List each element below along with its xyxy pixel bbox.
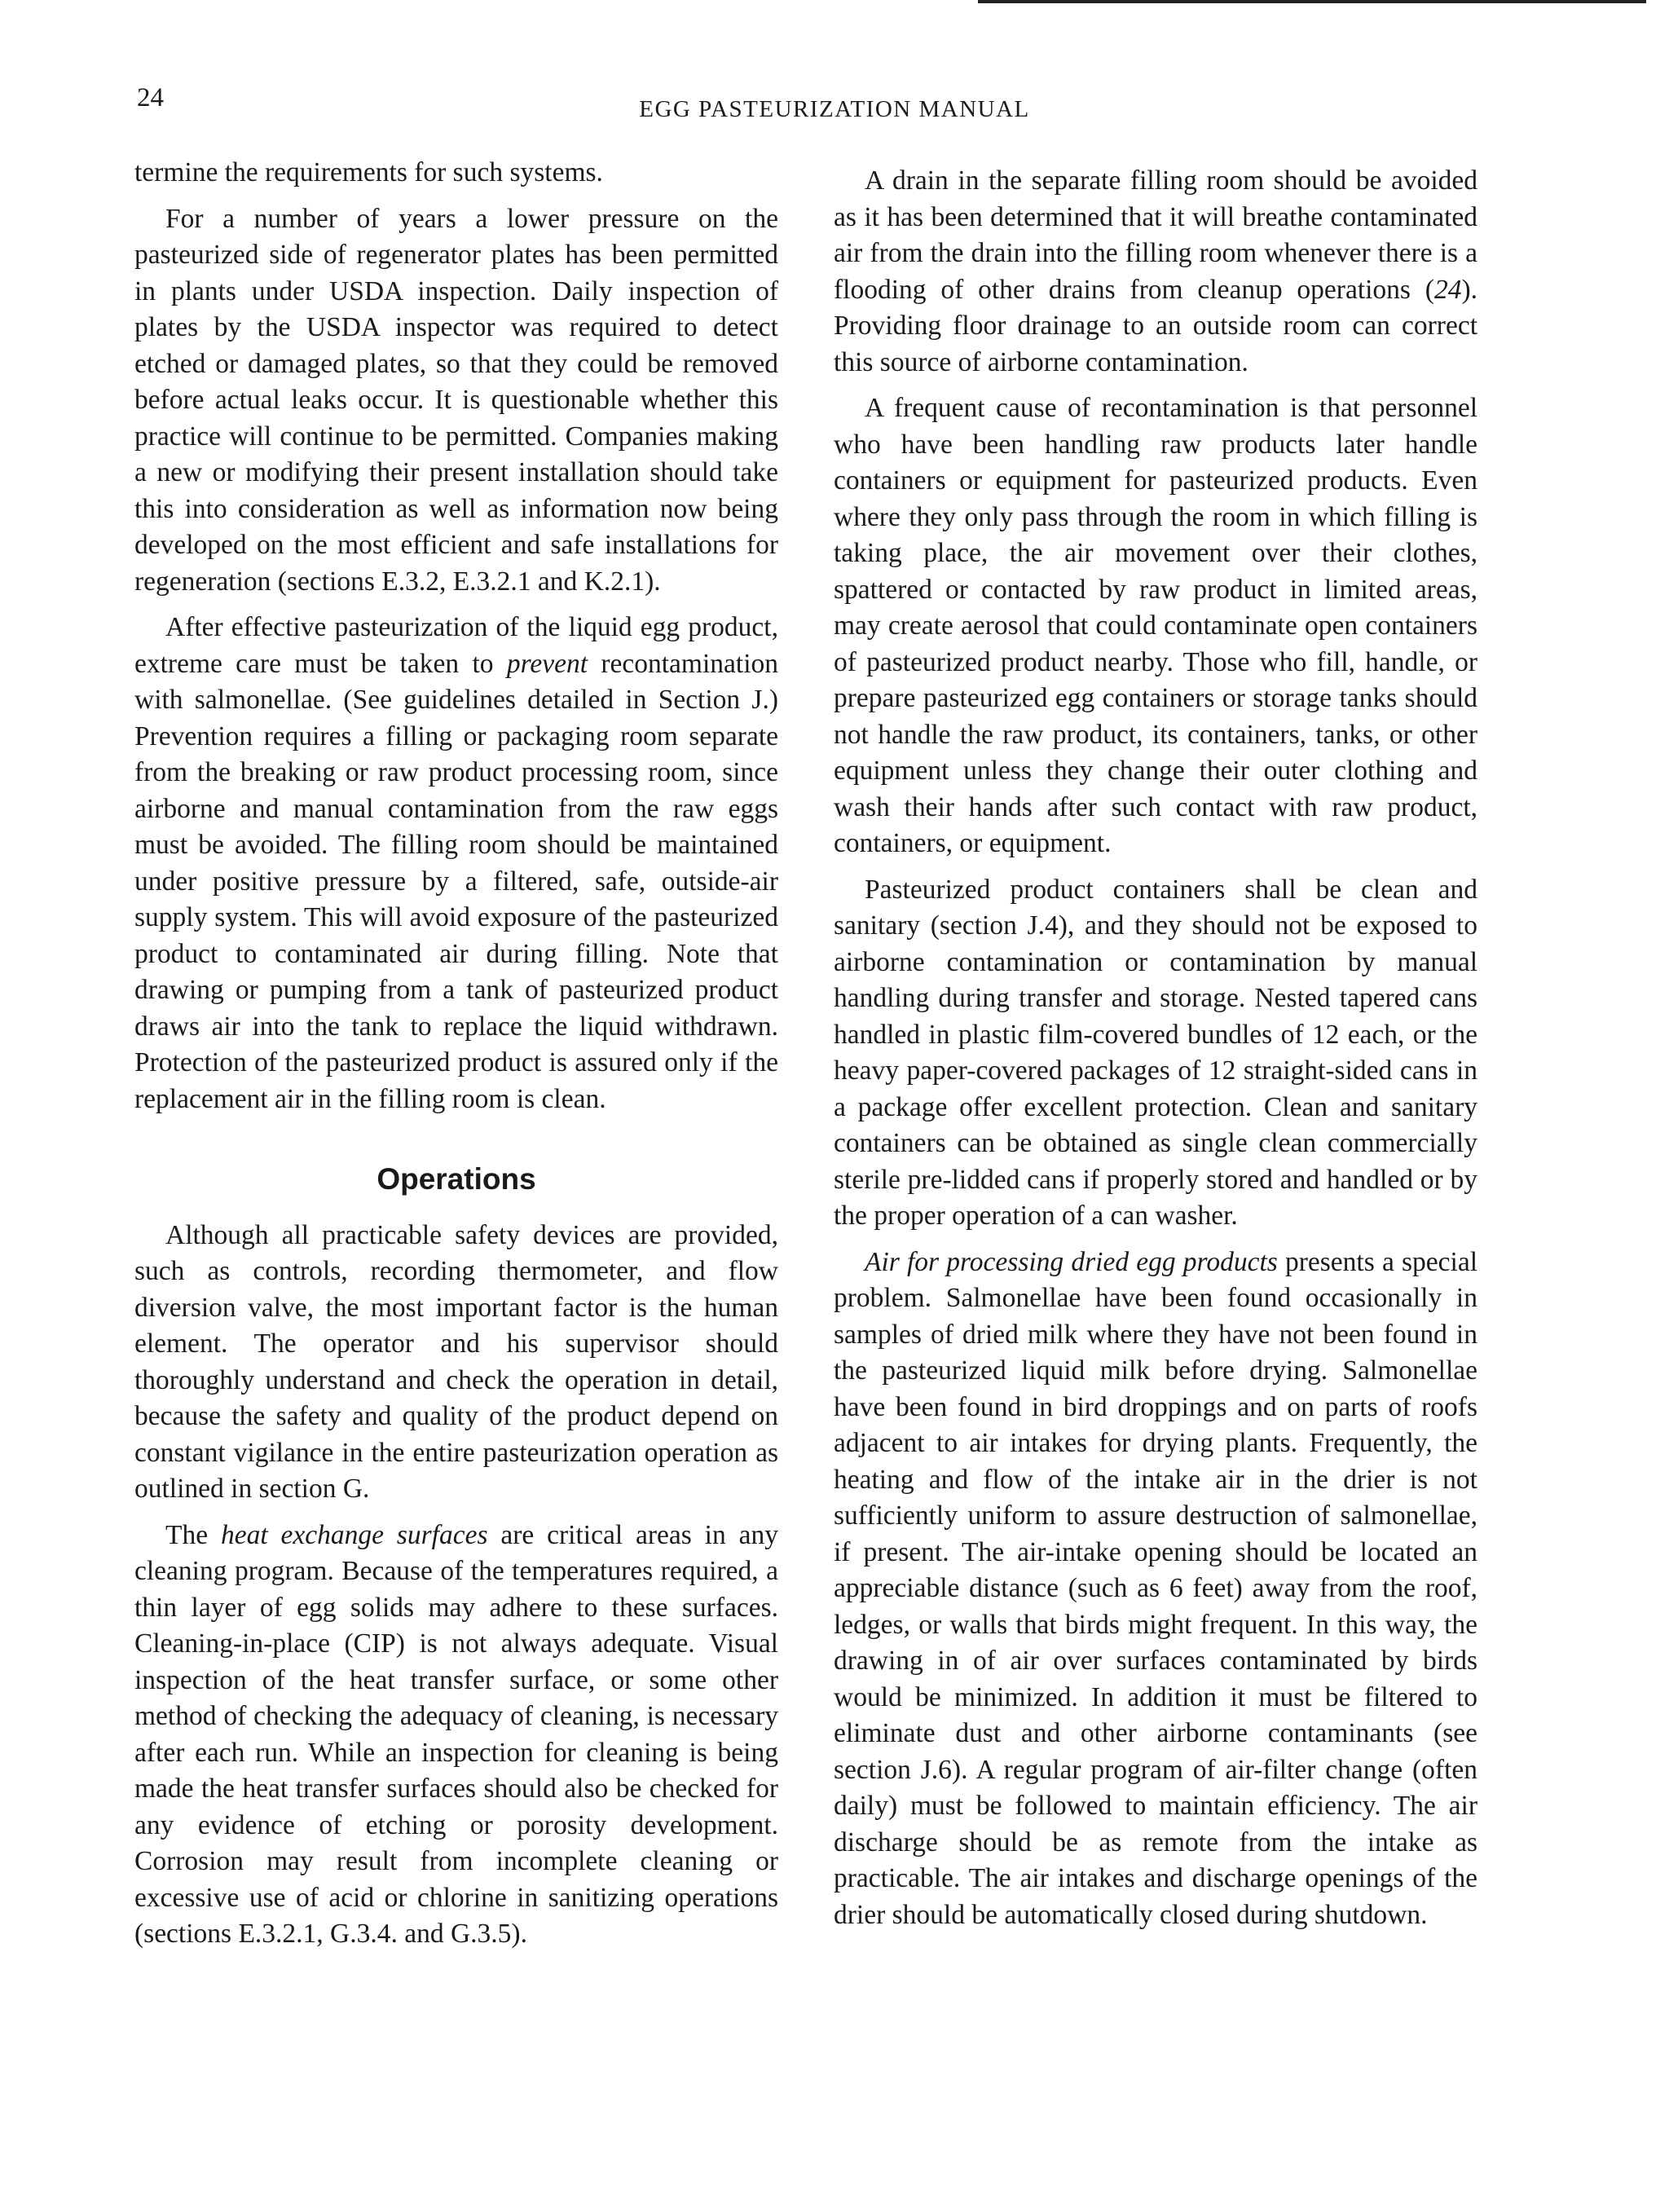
paragraph: termine the requirements for such systems. [134, 157, 603, 187]
paragraph: For a number of years a lower pressure on the pasteurized side of regenerator plates has been permitted in plants under USDA inspection. Daily inspection of plates by the USDA inspector was required to detect etched or damaged plates, so that they could be removed before actual leaks occur. It is questionable whether this practice will continue to be permitted. Companies making a new or modifying their present installation should take this into consideration as well as information now being developed on the most efficient and safe installations for regeneration (sections E.3.2, E.3.2.1 and K.2.1). [134, 203, 778, 597]
paragraph: Pasteurized product containers shall be clean and sanitary (section J.4), and they should not be exposed to airborne contamination or contamination by manual handling during transfer and storage. Nested tapered cans handled in plastic film-covered bundles of 12 each, or the heavy paper-covered packages of 12 straight-sided cans in a package offer excellent protection. Clean and sanitary containers can be obtained as single clean commercially sterile pre-lidded cans if properly stored and handled or by the proper operation of a can washer. [834, 874, 1477, 1231]
paragraph-text: The [165, 1519, 221, 1550]
italic-term: Air for processing dried egg products [865, 1246, 1278, 1277]
paragraph [134, 610, 778, 1117]
top-rule [978, 0, 1646, 3]
paragraph [834, 1245, 1477, 1934]
paragraph-text: A drain in the separate filling room should be avoided as it has been determined that it will breathe contaminated air from the drain into the filling room whenever there is a flooding of other drains from cleanup operations ( [834, 165, 1477, 305]
paragraph [834, 163, 1477, 381]
paragraph: A frequent cause of recontamination is that personnel who have been handling raw products later handle containers or equipment for pasteurized products. Even where they only pass through the room in which filling is taking place, the air movement over their clothes, spattered or contacted by raw product in limited areas, may create aerosol that could contaminate open containers of pasteurized product nearby. Those who fill, handle, or prepare pasteurized egg containers or storage tanks should not handle the raw product, its containers, tanks, or other equipment unless they change their outer clothing and wash their hands after such contact with raw product, containers, or equipment. [834, 393, 1477, 858]
running-title: EGG PASTEURIZATION MANUAL [639, 96, 1030, 122]
paragraph-text: recontamination with salmonellae. (See guidelines detailed in Section J.) Prevention requires a filling or packaging room separate from the breaking or raw product processing room, since airborne and manual contamination from the raw eggs must be avoided. The filling room should be maintained under positive pressure by a filtered, safe, outside-air supply system. This will avoid exposure of the pasteurized product to contaminated air during filling. Note that drawing or pumping from a tank of pasteurized product draws air into the tank to replace the liquid withdrawn. Protection of the pasteurized product is assured only if the replacement air in the filling room is clean. [134, 648, 778, 1114]
italic-term: heat exchange surfaces [220, 1519, 488, 1550]
paragraph-text: ). Providing floor drainage to an outside room can correct this source of airborne contamination. [834, 274, 1477, 377]
page-number: 24 [137, 83, 164, 112]
paragraph-text: presents a special problem. Salmonellae have been found occasionally in samples of dried milk where they have not been found in the pasteurized liquid milk before drying. Salmonellae have been found in bird droppings and on parts of roofs adjacent to air intakes for drying plants. Frequently, the heating and flow of the intake air in the drier is not sufficiently uniform to assure destruction of salmonellae, if present. The air-intake opening should be located an appreciable distance (such as 6 feet) away from the roof, ledges, or walls that birds might frequent. In this way, the drawing in of air over surfaces contaminated by birds would be minimized. In addition it must be filtered to eliminate dust and other airborne contaminants (see section J.6). A regular program of air-filter change (often daily) must be followed to maintain efficiency. The air discharge should be as remote from the intake as practicable. The air intakes and discharge openings of the drier should be automatically closed during shutdown. [834, 1246, 1478, 1930]
citation-number: 24 [1433, 274, 1462, 305]
right-column [834, 163, 1477, 1943]
italic-term: prevent [506, 648, 588, 679]
paragraph: Although all practicable safety devices are provided, such as controls, recording thermometer, and flow diversion valve, the most important factor is the human element. The operator and his supervisor should thoroughly understand and check the operation in detail, because the safety and quality of the product depend on constant vigilance in the entire pasteurization operation as outlined in section G. [134, 1219, 778, 1504]
left-column [134, 155, 778, 1963]
section-heading: Operations [377, 1162, 536, 1196]
paragraph-text: After effective pasteurization of the liquid egg product, extreme care must be taken to [134, 612, 778, 679]
paragraph-text: are critical areas in any cleaning program. Because of the temperatures required, a thin layer of egg solids may adhere to these surfaces. Cleaning-in-place (CIP) is not always adequate. Visual inspection of the heat transfer surface, or some other method of checking the adequacy of cleaning, is necessary after each run. While an inspection for cleaning is being made the heat transfer surfaces should also be checked for any evidence of etching or porosity development. Corrosion may result from incomplete cleaning or excessive use of acid or chlorine in sanitizing operations (sections E.3.2.1, G.3.4. and G.3.5). [134, 1519, 778, 1949]
paragraph [134, 1518, 778, 1953]
